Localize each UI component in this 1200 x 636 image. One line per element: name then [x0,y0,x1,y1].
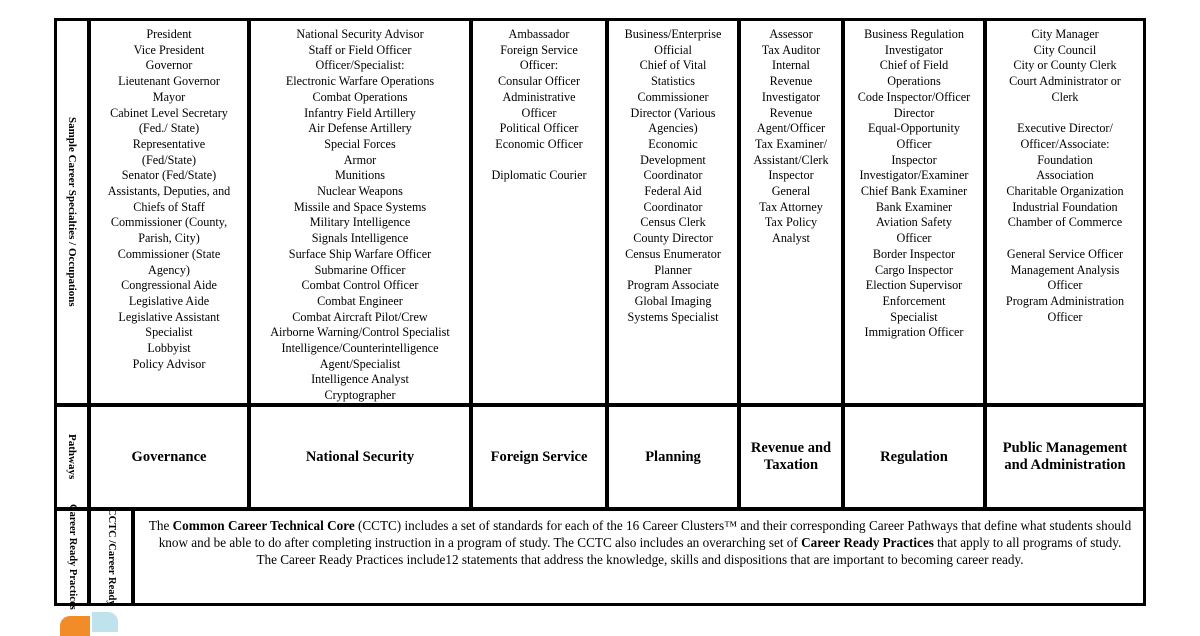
cctc-outer-label-text: Career Ready Practices [67,504,78,610]
career-cluster-table [54,18,1146,610]
cctc-bold-2: Career Ready Practices [801,535,934,550]
cctc-inner-label [91,508,135,606]
cctc-text-3: that apply to all programs of study. The Career Ready Practices include12 statements that address the knowledge, skills and dispositions that are important to becoming career ready. [256,535,1122,567]
occupations-national-security: National Security Advisor Staff or Field Officer Officer/Specialist: Electronic Warfare Operations Combat Operations Infantry Field Artillery Air Defense Artillery Special Forces Armor Munitions Nuclear Weapons Missile and Space Systems Military Intelligence Signals Intelligence Surface Ship Warfare Officer Submarine Officer Combat Control Officer Combat Engineer Combat Aircraft Pilot/Crew Airborne Warning/Control Specialist Intelligence/Counterintelligence Agent/Specialist Intelligence Analyst Cryptographer [251,21,473,403]
cctc-text-1: The [148,518,173,533]
occupations-row-label [57,21,91,403]
cctc-description [135,511,1143,603]
occupations-regulation: Business Regulation Investigator Chief of Field Operations Code Inspector/Officer Director Equal-Opportunity Officer Inspector Investigator/Examiner Chief Bank Examiner Bank Examiner Aviation Safety Officer Border Inspector Cargo Inspector Election Supervisor Enforcement Specialist Immigration Officer [845,21,987,403]
occupations-revenue-taxation: Assessor Tax Auditor Internal Revenue Investigator Revenue Agent/Officer Tax Examiner/ Assistant/Clerk Inspector General Tax Attorney Tax Policy Analyst [741,21,845,403]
logo-blue-shape [92,612,118,632]
pathway-foreign-service: Foreign Service [473,407,609,507]
pathway-governance: Governance [91,407,251,507]
cctc-row-label [57,504,91,610]
occupations-foreign-service: Ambassador Foreign Service Officer: Consular Officer Administrative Officer Political Officer Economic Officer Diplomatic Courier [473,21,609,403]
occupations-row [57,21,1143,407]
pathway-regulation: Regulation [845,407,987,507]
pathways-label-text: Pathways [66,434,78,480]
pathways-row-label [57,407,91,507]
pathway-planning: Planning [609,407,741,507]
pathway-public-management: Public Management and Administration [1002,440,1128,473]
occupations-planning: Business/Enterprise Official Chief of Vital Statistics Commissioner Director (Various Agencies) Economic Development Coordinator Federal Aid Coordinator Census Clerk County Director Census Enumerator Planner Program Associate Global Imaging Systems Specialist [609,21,741,403]
cctc-inner-label-text: CCTC /Career Ready [106,508,117,606]
pathways-row [57,407,1143,511]
cctc-row [57,504,1143,610]
pathway-revenue-taxation: Revenue and Taxation [741,407,845,507]
cctc-text-2: (CCTC) includes a set of standards for each of the 16 Career Clusters™ and their corresponding Career Pathways that define what students should know and be able to do after completing instruction in a program of study. The CCTC also includes an overarching set of [158,518,1132,550]
pathway-national-security: National Security [251,407,473,507]
cctc-bold-1: Common Career Technical Core [172,518,355,533]
brand-logo [60,612,118,632]
occupations-public-management: City Manager City Council City or County Clerk Court Administrator or Clerk Executive Director/ Officer/Associate: Foundation Association Charitable Organization Industrial Foundation Chamber of Commerce General Service Officer Management Analysis Officer Program Administration Officer [1005,27,1125,324]
occupations-label-text: Sample Career Specialties / Occupations [66,117,78,307]
logo-orange-shape [60,616,90,636]
occupations-governance: President Vice President Governor Lieutenant Governor Mayor Cabinet Level Secretary (Fed./ State) Representative (Fed/State) Senator (Fed/State) Assistants, Deputies, and Chiefs of Staff Commissioner (County, Parish, City) Commissioner (State Agency) Congressional Aide Legislative Aide Legislative Assistant Specialist Lobbyist Policy Advisor [91,21,251,403]
